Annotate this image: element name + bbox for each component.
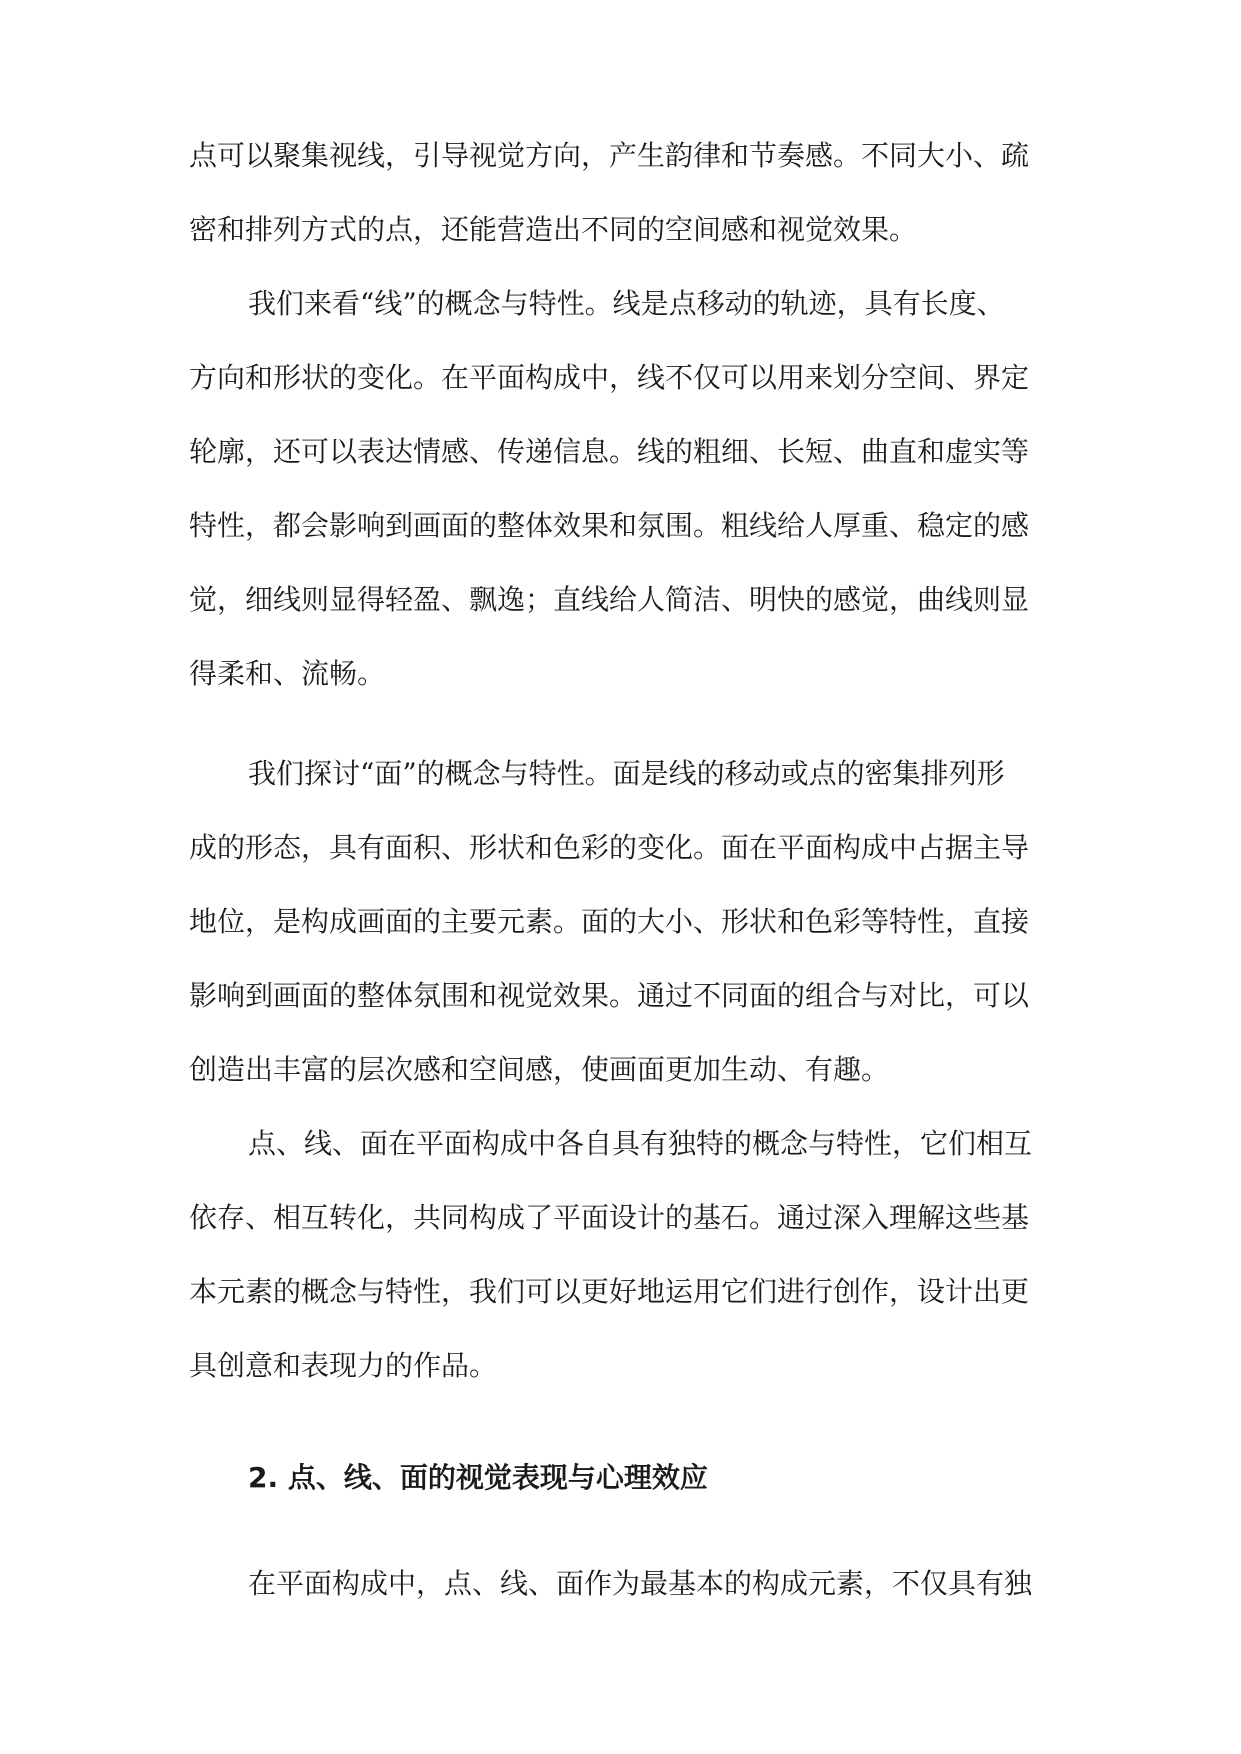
paragraph-line: 轮廓，还可以表达情感、传递信息。线的粗细、长短、曲直和虚实等 [189,435,1030,468]
paragraph-line: 本元素的概念与特性，我们可以更好地运用它们进行创作，设计出更 [189,1275,1030,1308]
paragraph-line: 我们来看“线”的概念与特性。线是点移动的轨迹，具有长度、 [248,287,1005,320]
paragraph-line: 地位，是构成画面的主要元素。面的大小、形状和色彩等特性，直接 [189,905,1030,938]
paragraph-line: 点可以聚集视线，引导视觉方向，产生韵律和节奏感。不同大小、疏 [189,139,1030,172]
paragraph-line: 在平面构成中，点、线、面作为最基本的构成元素，不仅具有独 [248,1567,1033,1600]
paragraph-line: 影响到画面的整体氛围和视觉效果。通过不同面的组合与对比，可以 [189,979,1030,1012]
paragraph-line: 成的形态，具有面积、形状和色彩的变化。面在平面构成中占据主导 [189,831,1030,864]
paragraph-line: 具创意和表现力的作品。 [189,1349,498,1382]
paragraph-line: 点、线、面在平面构成中各自具有独特的概念与特性，它们相互 [248,1127,1033,1160]
paragraph-line: 密和排列方式的点，还能营造出不同的空间感和视觉效果。 [189,213,918,246]
paragraph-line: 特性，都会影响到画面的整体效果和氛围。粗线给人厚重、稳定的感 [189,509,1030,542]
paragraph-line: 得柔和、流畅。 [189,657,386,690]
paragraph-line: 方向和形状的变化。在平面构成中，线不仅可以用来划分空间、界定 [189,361,1030,394]
paragraph-line: 觉，细线则显得轻盈、飘逸；直线给人简洁、明快的感觉，曲线则显 [189,583,1030,616]
section-heading: 2. 点、线、面的视觉表现与心理效应 [248,1461,708,1494]
paragraph-line: 创造出丰富的层次感和空间感，使画面更加生动、有趣。 [189,1053,890,1086]
paragraph-line: 我们探讨“面”的概念与特性。面是线的移动或点的密集排列形 [248,757,1005,790]
paragraph-line: 依存、相互转化，共同构成了平面设计的基石。通过深入理解这些基 [189,1201,1030,1234]
